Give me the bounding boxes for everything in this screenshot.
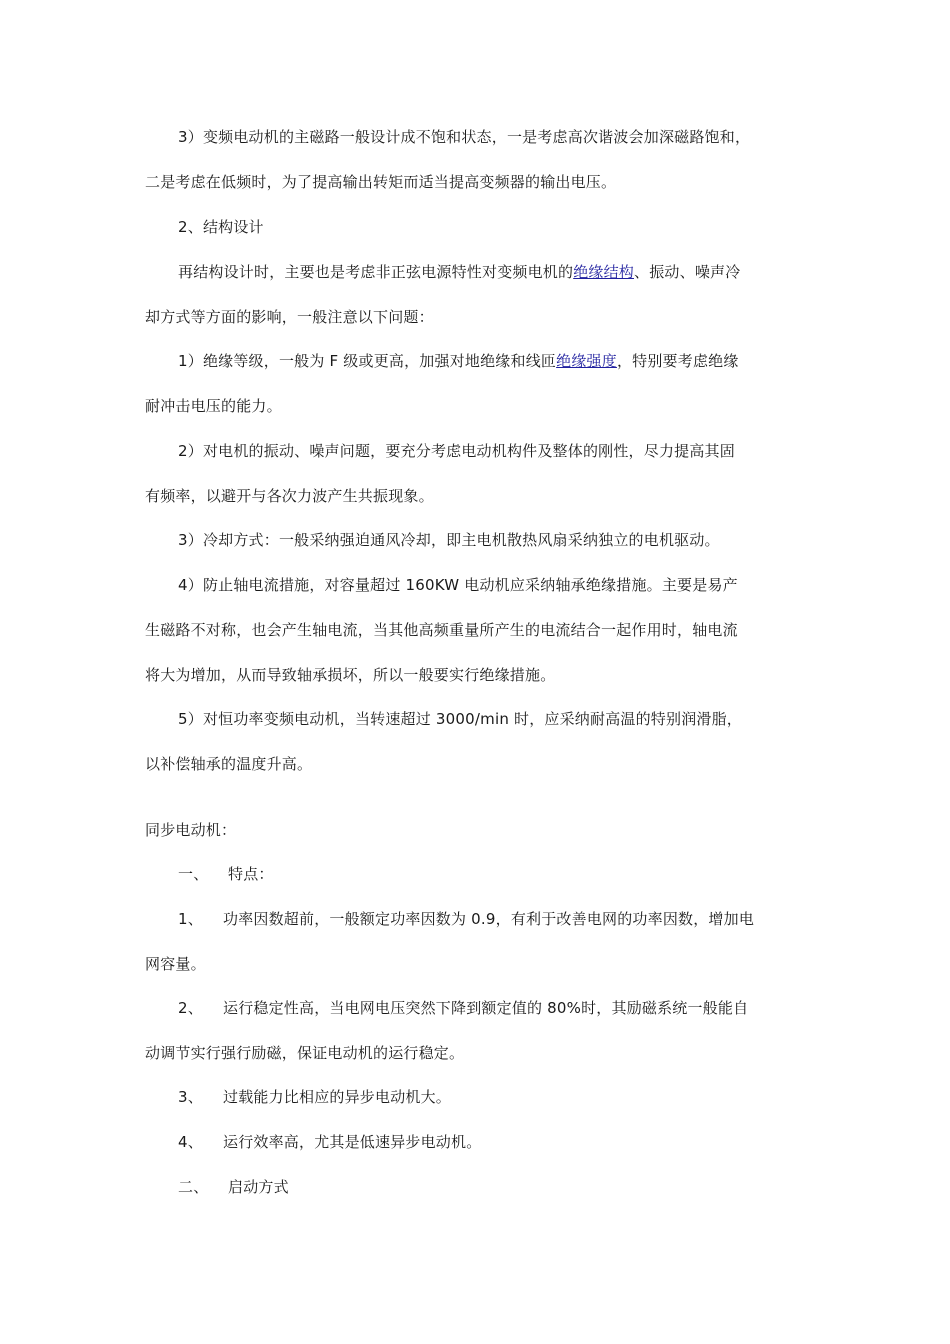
paragraph-constant-power-line2: 以补偿轴承的温度升高。 [145, 755, 313, 773]
item-power-factor-number: 1、 [178, 910, 203, 928]
item-overload-number: 3、 [178, 1088, 203, 1106]
section-title-synchronous-motor: 同步电动机： [145, 821, 237, 839]
section-features-heading [178, 864, 274, 884]
paragraph-vibration-line1: 2）对电机的振动、噪声问题，要充分考虑电动机构件及整体的刚性，尽力提高其固 [178, 442, 735, 460]
section-features-label: 特点： [228, 865, 274, 883]
item-power-factor-line2: 网容量。 [145, 955, 206, 973]
paragraph-insulation-text-b: ，特别要考虑绝缘 [616, 352, 739, 370]
item-efficiency-text: 运行效率高，尤其是低速异步电动机。 [223, 1133, 482, 1151]
paragraph-structure-line2: 却方式等方面的影响，一般注意以下问题： [145, 308, 434, 326]
paragraph-structure-text-b: 、振动、噪声冷 [634, 263, 741, 281]
paragraph-shaft-current-line2: 生磁路不对称，也会产生轴电流，当其他高频重量所产生的电流结合一起作用时，轴电流 [145, 621, 738, 639]
paragraph-insulation-text-a: 1）绝缘等级，一般为 F 级或更高，加强对地绝缘和线匝 [178, 352, 557, 370]
paragraph-vibration-line2: 有频率，以避开与各次力波产生共振现象。 [145, 487, 434, 505]
item-overload [178, 1087, 451, 1107]
section-startup-label: 启动方式 [228, 1178, 289, 1196]
heading-structure-design: 2、结构设计 [178, 218, 264, 236]
paragraph-shaft-current-line1: 4）防止轴电流措施，对容量超过 160KW 电动机应采纳轴承绝缘措施。主要是易产 [178, 576, 738, 594]
paragraph-constant-power-line1: 5）对恒功率变频电动机，当转速超过 3000/min 时，应采纳耐高温的特别润滑脂， [178, 710, 742, 728]
paragraph-cooling: 3）冷却方式：一般采纳强迫通风冷却，即主电机散热风扇采纳独立的电机驱动。 [178, 531, 720, 549]
item-efficiency-number: 4、 [178, 1133, 203, 1151]
link-insulation-strength[interactable]: 绝缘强度 [556, 352, 617, 370]
item-efficiency [178, 1132, 481, 1152]
item-stability-line2: 动调节实行强行励磁，保证电动机的运行稳定。 [145, 1044, 465, 1062]
section-startup-number: 二、 [178, 1178, 209, 1196]
paragraph-magnetic-circuit-line2: 二是考虑在低频时，为了提高输出转矩而适当提高变频器的输出电压。 [145, 173, 617, 191]
item-power-factor-line1 [178, 909, 754, 929]
item-overload-text: 过载能力比相应的异步电动机大。 [223, 1088, 452, 1106]
paragraph-magnetic-circuit-line1: 3）变频电动机的主磁路一般设计成不饱和状态，一是考虑高次谐波会加深磁路饱和， [178, 128, 751, 146]
paragraph-shaft-current-line3: 将大为增加，从而导致轴承损坏，所以一般要实行绝缘措施。 [145, 666, 556, 684]
paragraph-insulation-class-line1 [178, 351, 739, 371]
link-insulation-structure[interactable]: 绝缘结构 [573, 263, 635, 281]
section-startup-heading [178, 1177, 289, 1197]
item-stability-line1 [178, 998, 748, 1018]
item-power-factor-text: 功率因数超前，一般额定功率因数为 0.9，有利于改善电网的功率因数，增加电 [223, 910, 755, 928]
item-stability-number: 2、 [178, 999, 203, 1017]
paragraph-structure-line1 [178, 262, 740, 282]
paragraph-structure-text-a: 再结构设计时，主要也是考虑非正弦电源特性对变频电机的 [178, 263, 574, 281]
section-features-number: 一、 [178, 865, 209, 883]
paragraph-insulation-class-line2: 耐冲击电压的能力。 [145, 397, 282, 415]
item-stability-text: 运行稳定性高，当电网电压突然下降到额定值的 80%时，其励磁系统一般能自 [223, 999, 749, 1017]
